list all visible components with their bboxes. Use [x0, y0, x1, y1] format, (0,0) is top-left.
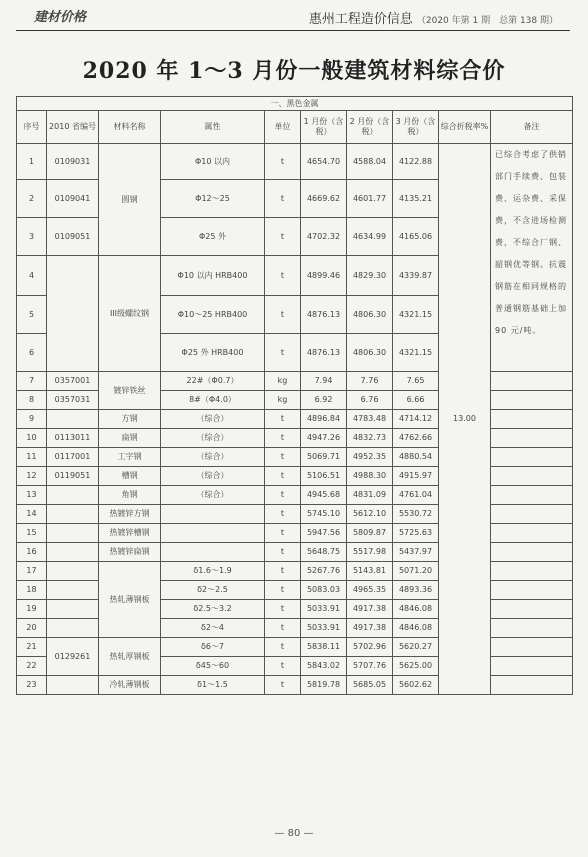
cell-price-m2: 4917.38	[347, 600, 393, 619]
cell-price-m1: 5745.10	[301, 505, 347, 524]
cell-attr: δ1～1.5	[161, 676, 265, 695]
col-note: 备注	[491, 111, 573, 144]
cell-unit: t	[265, 486, 301, 505]
cell-code	[47, 581, 99, 600]
cell-price-m3: 4915.97	[393, 467, 439, 486]
cell-name: 槽钢	[99, 467, 161, 486]
table-row	[17, 144, 573, 180]
cell-name: 热轧薄钢板	[99, 562, 161, 638]
cell-attr: Φ10 以内	[161, 144, 265, 180]
cell-attr	[161, 524, 265, 543]
cell-price-m1: 4654.70	[301, 144, 347, 180]
cell-seq: 23	[17, 676, 47, 695]
cell-code	[47, 619, 99, 638]
cell-price-m2: 5612.10	[347, 505, 393, 524]
cell-note-empty	[491, 638, 573, 657]
cell-price-m2: 5707.76	[347, 657, 393, 676]
col-code: 2010 省编号	[47, 111, 99, 144]
cell-unit: t	[265, 467, 301, 486]
cell-price-m2: 4601.77	[347, 180, 393, 218]
cell-attr: Φ10 以内 HRB400	[161, 256, 265, 296]
price-table	[16, 96, 573, 695]
cell-unit: t	[265, 256, 301, 296]
cell-seq: 4	[17, 256, 47, 296]
cell-attr: δ1.6～1.9	[161, 562, 265, 581]
cell-attr: δ45～60	[161, 657, 265, 676]
cell-note-empty	[491, 410, 573, 429]
cell-price-m3: 4761.04	[393, 486, 439, 505]
cell-attr	[161, 505, 265, 524]
cell-code: 0357031	[47, 391, 99, 410]
cell-unit: t	[265, 334, 301, 372]
col-tax: 综合折税率%	[439, 111, 491, 144]
cell-unit: t	[265, 296, 301, 334]
cell-unit: t	[265, 562, 301, 581]
cell-note-empty	[491, 581, 573, 600]
section-title: 一、黑色金属	[17, 97, 573, 111]
cell-price-m2: 4806.30	[347, 334, 393, 372]
cell-seq: 12	[17, 467, 47, 486]
cell-unit: t	[265, 676, 301, 695]
cell-attr: 22#（Φ0.7）	[161, 372, 265, 391]
cell-code: 0109031	[47, 144, 99, 180]
cell-unit: t	[265, 429, 301, 448]
cell-price-m3: 4339.87	[393, 256, 439, 296]
cell-seq: 22	[17, 657, 47, 676]
cell-unit: t	[265, 543, 301, 562]
cell-note-empty	[491, 448, 573, 467]
cell-code	[47, 524, 99, 543]
cell-note-empty	[491, 657, 573, 676]
cell-seq: 3	[17, 218, 47, 256]
cell-code	[47, 562, 99, 581]
cell-price-m2: 4634.99	[347, 218, 393, 256]
cell-tax-rate: 13.00	[439, 144, 491, 695]
cell-price-m1: 4669.62	[301, 180, 347, 218]
cell-price-m3: 4714.12	[393, 410, 439, 429]
cell-price-m1: 5267.76	[301, 562, 347, 581]
cell-unit: t	[265, 581, 301, 600]
cell-price-m3: 5602.62	[393, 676, 439, 695]
cell-note-empty	[491, 429, 573, 448]
cell-price-m2: 6.76	[347, 391, 393, 410]
cell-note-empty	[491, 543, 573, 562]
cell-seq: 11	[17, 448, 47, 467]
cell-unit: t	[265, 638, 301, 657]
cell-price-m2: 4965.35	[347, 581, 393, 600]
cell-price-m3: 5620.27	[393, 638, 439, 657]
cell-price-m3: 4122.88	[393, 144, 439, 180]
table-body	[17, 144, 573, 695]
cell-seq: 10	[17, 429, 47, 448]
cell-name: 角钢	[99, 486, 161, 505]
cell-price-m1: 5838.11	[301, 638, 347, 657]
cell-price-m1: 4876.13	[301, 296, 347, 334]
cell-price-m2: 4832.73	[347, 429, 393, 448]
cell-note-empty	[491, 505, 573, 524]
cell-name: 热镀锌扁钢	[99, 543, 161, 562]
col-seq: 序号	[17, 111, 47, 144]
cell-unit: kg	[265, 391, 301, 410]
cell-unit: t	[265, 524, 301, 543]
cell-price-m1: 5033.91	[301, 600, 347, 619]
cell-attr: δ6～7	[161, 638, 265, 657]
cell-price-m3: 4321.15	[393, 334, 439, 372]
cell-price-m1: 7.94	[301, 372, 347, 391]
cell-note-empty	[491, 486, 573, 505]
publication-header	[309, 8, 558, 27]
cell-price-m2: 4952.35	[347, 448, 393, 467]
cell-name: 冷轧薄钢板	[99, 676, 161, 695]
cell-code: 0129261	[47, 638, 99, 676]
cell-name: III级螺纹钢	[99, 256, 161, 372]
cell-code	[47, 410, 99, 429]
cell-price-m3: 4321.15	[393, 296, 439, 334]
cell-price-m3: 6.66	[393, 391, 439, 410]
cell-code: 0117001	[47, 448, 99, 467]
cell-seq: 8	[17, 391, 47, 410]
cell-unit: t	[265, 657, 301, 676]
col-m1: 1 月份（含税）	[301, 111, 347, 144]
cell-price-m3: 5530.72	[393, 505, 439, 524]
cell-unit: t	[265, 144, 301, 180]
cell-attr	[161, 543, 265, 562]
cell-note-empty	[491, 391, 573, 410]
cell-price-m1: 4896.84	[301, 410, 347, 429]
cell-note-empty	[491, 524, 573, 543]
cell-code: 0109051	[47, 218, 99, 256]
cell-price-m2: 4783.48	[347, 410, 393, 429]
cell-attr: 8#（Φ4.0）	[161, 391, 265, 410]
cell-note-empty	[491, 619, 573, 638]
cell-price-m1: 4876.13	[301, 334, 347, 372]
cell-price-m3: 4846.08	[393, 619, 439, 638]
section-label: 建材价格	[34, 10, 87, 25]
col-m2: 2 月份（含税）	[347, 111, 393, 144]
cell-price-m2: 4588.04	[347, 144, 393, 180]
cell-seq: 18	[17, 581, 47, 600]
cell-seq: 6	[17, 334, 47, 372]
cell-price-m1: 4945.68	[301, 486, 347, 505]
cell-attr: δ2～4	[161, 619, 265, 638]
cell-price-m2: 4988.30	[347, 467, 393, 486]
page-title: 2020 年 1～3 月份一般建筑材料综合价	[82, 58, 506, 84]
header-rule	[16, 30, 570, 31]
cell-price-m1: 5069.71	[301, 448, 347, 467]
cell-attr: Φ12～25	[161, 180, 265, 218]
cell-name: 扁钢	[99, 429, 161, 448]
cell-name: 热轧厚钢板	[99, 638, 161, 676]
publication-name: 惠州工程造价信息	[308, 12, 413, 27]
cell-price-m3: 4893.36	[393, 581, 439, 600]
cell-price-m1: 5033.91	[301, 619, 347, 638]
cell-price-m2: 4831.09	[347, 486, 393, 505]
cell-price-m2: 4917.38	[347, 619, 393, 638]
cell-code	[47, 600, 99, 619]
cell-name: 方钢	[99, 410, 161, 429]
cell-seq: 1	[17, 144, 47, 180]
cell-unit: t	[265, 619, 301, 638]
cell-code	[47, 543, 99, 562]
cell-attr: （综合）	[161, 429, 265, 448]
cell-price-m3: 4762.66	[393, 429, 439, 448]
cell-code: 0357001	[47, 372, 99, 391]
cell-price-m2: 5517.98	[347, 543, 393, 562]
col-m3: 3 月份（含税）	[393, 111, 439, 144]
cell-note-empty	[491, 562, 573, 581]
cell-price-m1: 4947.26	[301, 429, 347, 448]
cell-price-m3: 4880.54	[393, 448, 439, 467]
cell-price-m1: 5083.03	[301, 581, 347, 600]
cell-price-m3: 5437.97	[393, 543, 439, 562]
cell-code	[47, 676, 99, 695]
issue-number: （2020 年第 1 期 总第 138 期）	[416, 16, 558, 26]
cell-price-m1: 5819.78	[301, 676, 347, 695]
cell-price-m2: 5143.81	[347, 562, 393, 581]
cell-price-m2: 4829.30	[347, 256, 393, 296]
cell-name: 热镀锌槽钢	[99, 524, 161, 543]
col-attr: 属性	[161, 111, 265, 144]
cell-price-m3: 5071.20	[393, 562, 439, 581]
section-row	[17, 97, 573, 111]
cell-attr: δ2.5～3.2	[161, 600, 265, 619]
cell-price-m1: 4702.32	[301, 218, 347, 256]
cell-unit: kg	[265, 372, 301, 391]
cell-price-m3: 5725.63	[393, 524, 439, 543]
cell-note-empty	[491, 467, 573, 486]
cell-price-m2: 5809.87	[347, 524, 393, 543]
cell-price-m1: 5843.02	[301, 657, 347, 676]
cell-seq: 21	[17, 638, 47, 657]
cell-name: 镀锌铁丝	[99, 372, 161, 410]
cell-price-m3: 4846.08	[393, 600, 439, 619]
column-header-row	[17, 111, 573, 144]
cell-attr: δ2～2.5	[161, 581, 265, 600]
cell-code	[47, 486, 99, 505]
cell-code	[47, 256, 99, 372]
cell-price-m2: 5685.05	[347, 676, 393, 695]
cell-attr: （综合）	[161, 486, 265, 505]
cell-price-m2: 7.76	[347, 372, 393, 391]
cell-price-m3: 7.65	[393, 372, 439, 391]
cell-seq: 17	[17, 562, 47, 581]
cell-seq: 16	[17, 543, 47, 562]
cell-name: 工字钢	[99, 448, 161, 467]
cell-price-m2: 5702.96	[347, 638, 393, 657]
cell-seq: 19	[17, 600, 47, 619]
cell-price-m1: 5648.75	[301, 543, 347, 562]
col-unit: 单位	[265, 111, 301, 144]
cell-price-m1: 6.92	[301, 391, 347, 410]
cell-attr: Φ25 外 HRB400	[161, 334, 265, 372]
cell-name: 圆钢	[99, 144, 161, 256]
cell-price-m2: 4806.30	[347, 296, 393, 334]
cell-attr: （综合）	[161, 448, 265, 467]
cell-price-m3: 4165.06	[393, 218, 439, 256]
cell-attr: （综合）	[161, 410, 265, 429]
cell-name: 热镀锌方钢	[99, 505, 161, 524]
cell-note-empty	[491, 600, 573, 619]
cell-price-m1: 4899.46	[301, 256, 347, 296]
cell-price-m3: 5625.00	[393, 657, 439, 676]
cell-note: 已综合考虑了供销部门手续费、包装费、运杂费、采保费，不含进场检测费，不综合厂钢、韶钢优等钢。抗震钢筋在相同规格的普通钢筋基础上加 90 元/吨。	[491, 144, 573, 372]
cell-attr: （综合）	[161, 467, 265, 486]
cell-seq: 5	[17, 296, 47, 334]
cell-seq: 9	[17, 410, 47, 429]
cell-unit: t	[265, 448, 301, 467]
cell-unit: t	[265, 505, 301, 524]
cell-seq: 7	[17, 372, 47, 391]
cell-unit: t	[265, 600, 301, 619]
cell-price-m3: 4135.21	[393, 180, 439, 218]
cell-price-m1: 5947.56	[301, 524, 347, 543]
cell-seq: 2	[17, 180, 47, 218]
col-name: 材料名称	[99, 111, 161, 144]
cell-unit: t	[265, 218, 301, 256]
cell-unit: t	[265, 410, 301, 429]
cell-note-empty	[491, 676, 573, 695]
cell-seq: 15	[17, 524, 47, 543]
cell-note-empty	[491, 372, 573, 391]
cell-unit: t	[265, 180, 301, 218]
cell-price-m1: 5106.51	[301, 467, 347, 486]
cell-code	[47, 505, 99, 524]
cell-seq: 20	[17, 619, 47, 638]
cell-attr: Φ25 外	[161, 218, 265, 256]
cell-seq: 13	[17, 486, 47, 505]
page-number: — 80 —	[274, 828, 314, 839]
cell-code: 0113011	[47, 429, 99, 448]
cell-code: 0109041	[47, 180, 99, 218]
cell-code: 0119051	[47, 467, 99, 486]
cell-seq: 14	[17, 505, 47, 524]
cell-attr: Φ10～25 HRB400	[161, 296, 265, 334]
